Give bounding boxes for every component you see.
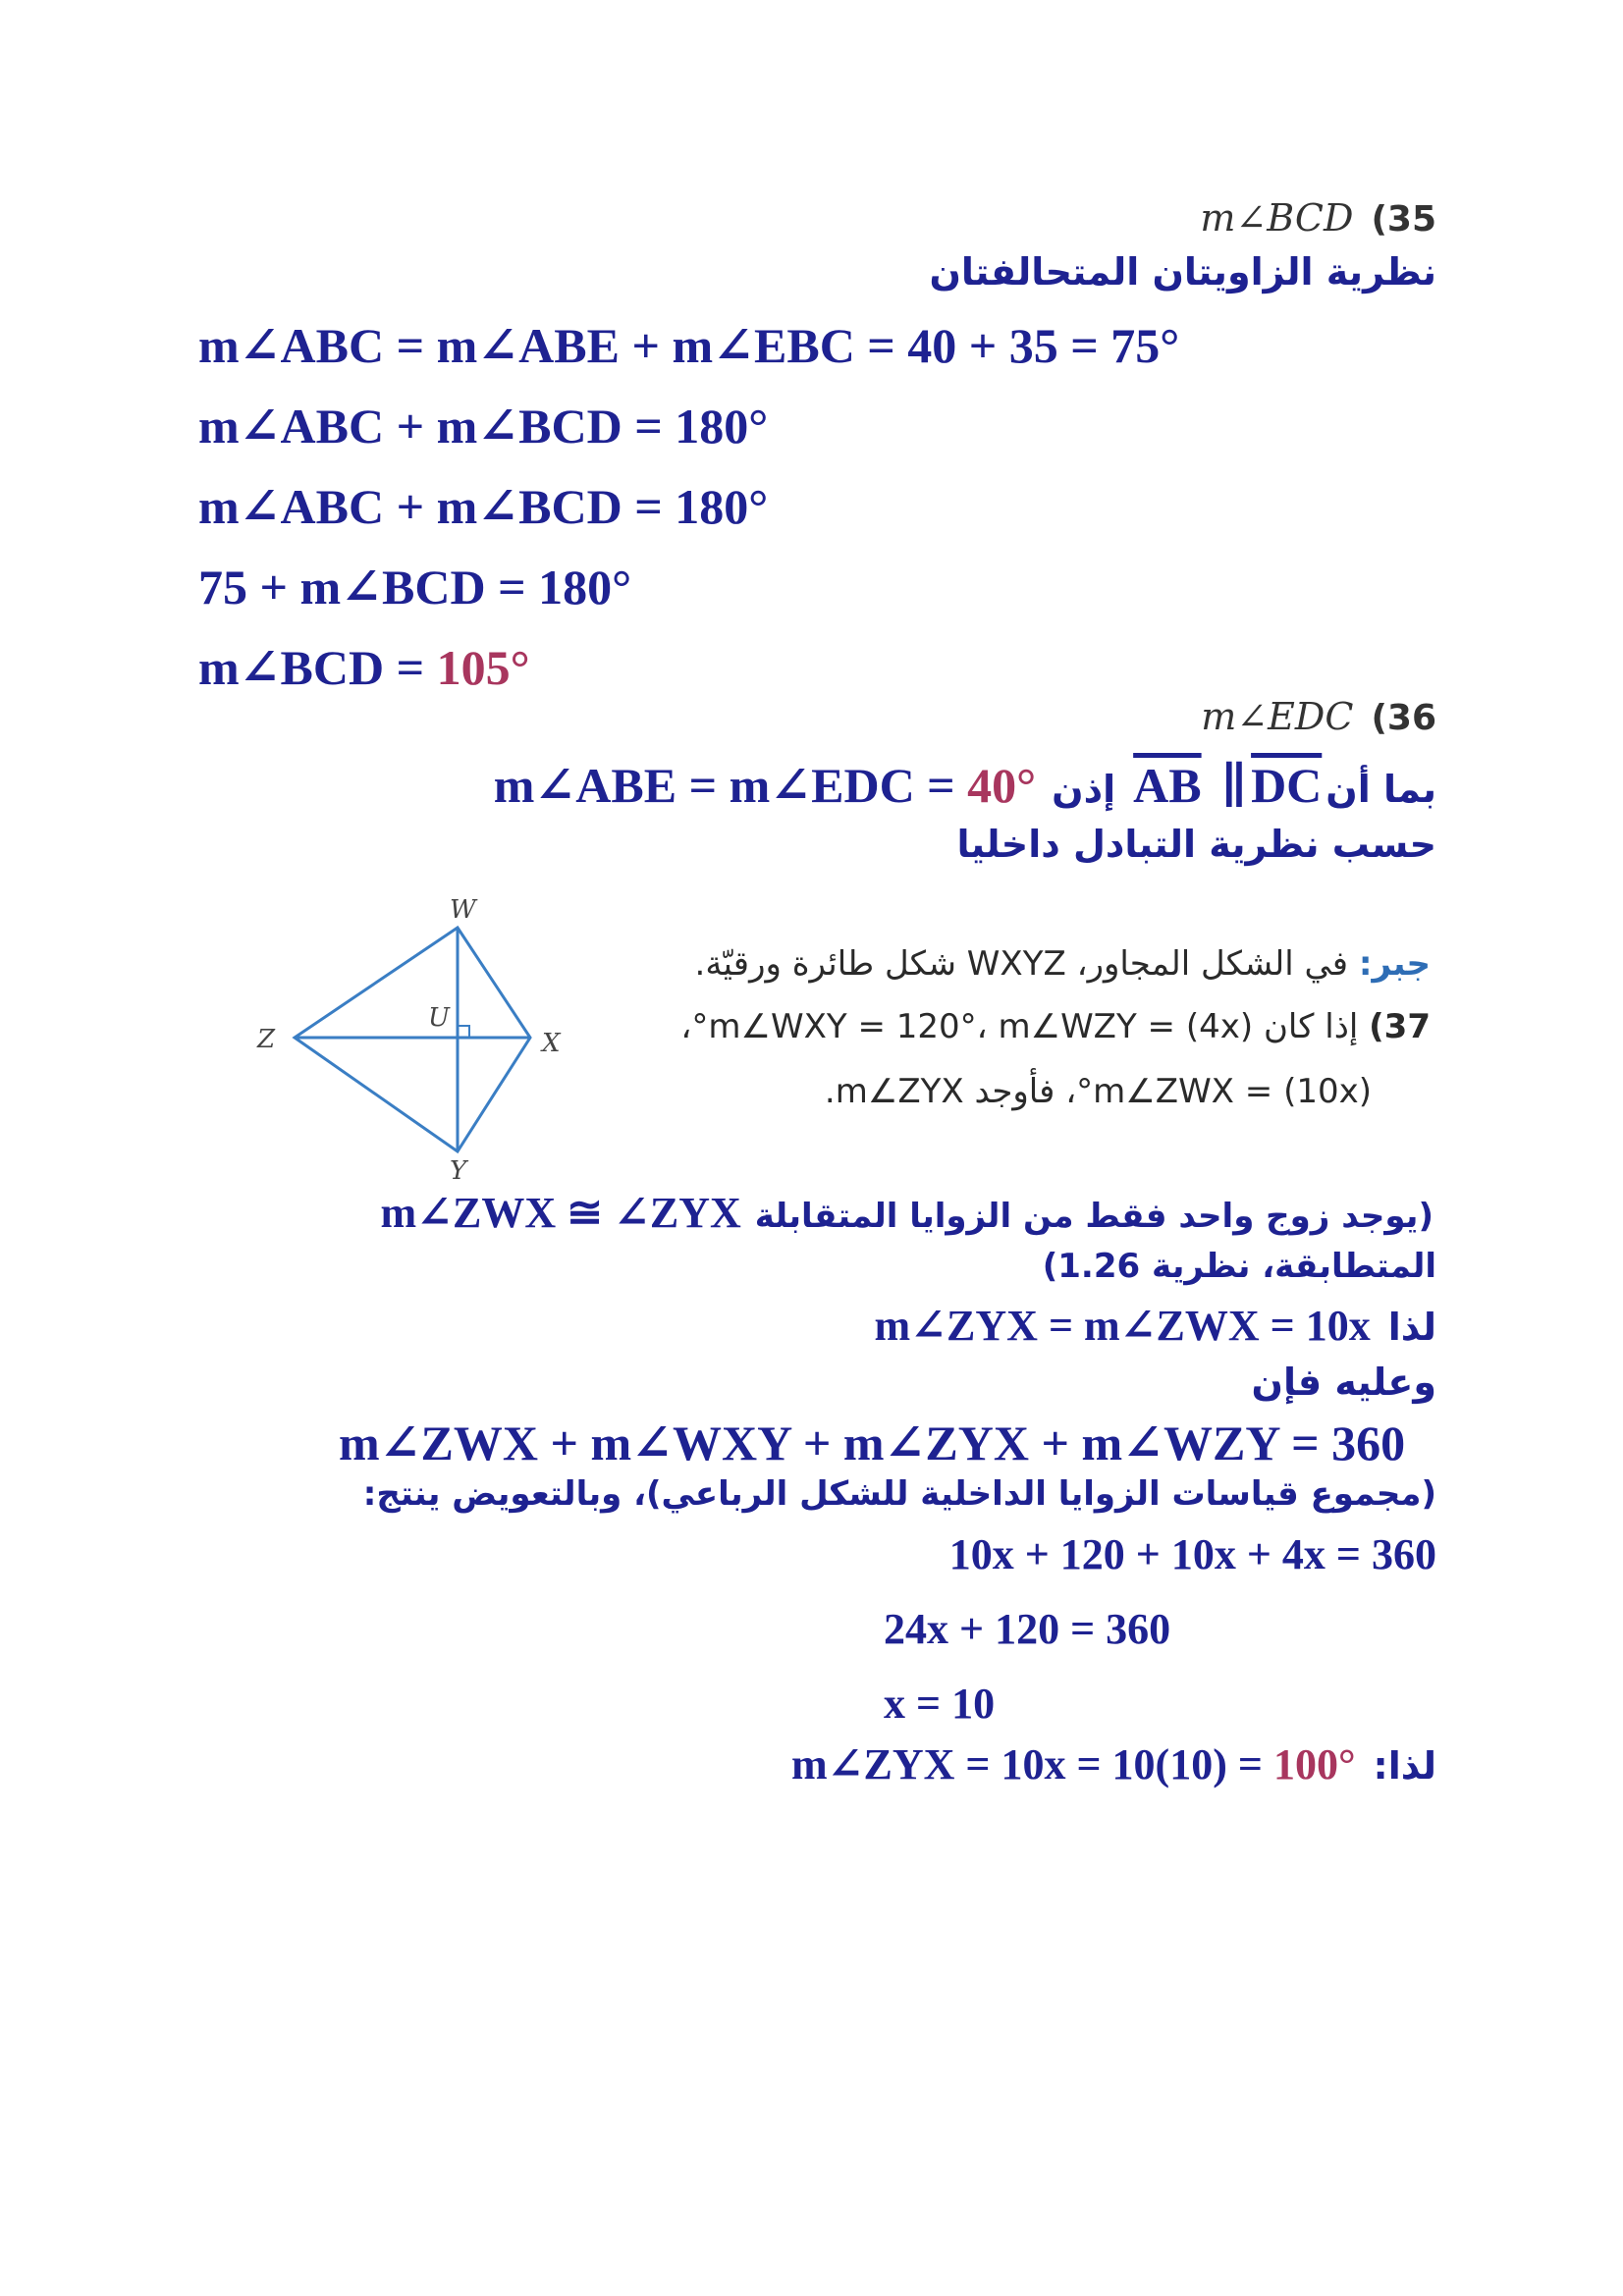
q35-line-4: 75 + m∠BCD = 180° [198,560,632,614]
q35-header [1200,196,1436,240]
q37-congruence-line [334,1188,1434,1238]
q37-so-label: لذا [1387,1306,1436,1349]
q37-sum-eq: m∠ZWX + m∠WXY + m∠ZYX + m∠WZY = 360 [339,1415,1406,1470]
q37-number: 37) [1369,1007,1431,1046]
label-w: W [450,895,476,925]
q35-line-2: m∠ABC + m∠BCD = 180° [198,399,769,454]
q37-final-value: 100° [1272,1740,1356,1789]
q37-so-line [875,1301,1436,1351]
q37-final-eq [791,1740,1356,1789]
q36-header [1201,695,1436,738]
q37-tag: جبر: [1358,944,1431,984]
q36-reason: حسب نظرية التبادل داخليا [956,823,1436,866]
q37-congruence-note-2: المتطابقة، نظرية 1.26) [1042,1247,1436,1286]
q35-final-lhs: m∠BCD = [198,640,437,695]
label-y: Y [450,1156,467,1183]
q37-final-label: لذا: [1373,1744,1436,1788]
q35-line-3: m∠ABC + m∠BCD = 180° [198,479,769,534]
q37-step-1: 10x + 120 + 10x + 4x = 360 [948,1530,1436,1578]
q36-then: إذن [1052,768,1116,811]
q35-number: (35 [1371,199,1436,240]
q35-heading: نظرية الزاويتان المتحالفتان [929,250,1436,294]
q36-eq-lhs: m∠ABE = m∠EDC = [493,758,968,813]
q37-statement-2: إذا كان m∠WXY = 120°، m∠WZY = (4x)°، [680,1007,1359,1046]
q35-final [198,638,530,696]
q37-statement-3: m∠ZWX = (10x)°، فأوجد m∠ZYX. [824,1072,1372,1111]
q37-congruence-note: (يوجد زوج واحد فقط من الزوايا المتقابلة [754,1197,1434,1236]
q36-parallel: ∥ [1220,758,1248,813]
q36-statement [486,756,1436,814]
q36-seg1: AB [1133,758,1202,813]
q36-number: (36 [1371,698,1436,738]
q37-step-2: 24x + 120 = 360 [884,1605,1171,1653]
kite-figure [236,888,589,1183]
q36-eq-value: 40° [967,758,1037,813]
q35-final-value: 105° [436,640,530,695]
q36-eq [494,758,1036,813]
q36-seg2: DC [1251,758,1323,813]
q37-final-line [791,1739,1436,1789]
q37-final-lhs: m∠ZYX = 10x = 10(10) = [790,1740,1273,1789]
q36-target: m∠EDC [1201,695,1354,738]
q37-congruence: m∠ZWX ≅ ∠ZYX [380,1189,741,1237]
q37-sum-note: (مجموع قياسات الزوايا الداخلية للشكل الرباعي)، وبالتعويض ينتج: [362,1474,1436,1514]
right-angle-mark [458,1026,469,1038]
label-z: Z [257,1025,276,1054]
label-x: X [542,1029,561,1058]
label-u: U [428,1003,450,1033]
q37-book-line-1 [695,944,1431,984]
q35-line-1: m∠ABC = m∠ABE + m∠EBC = 40 + 35 = 75° [198,318,1180,373]
q36-intro: بما أن [1325,768,1436,811]
q37-step-3: x = 10 [884,1680,996,1728]
kite-outline [295,928,530,1151]
q35-target: m∠BCD [1200,196,1354,240]
q37-book-line-2 [680,1007,1431,1046]
q37-statement-1: في الشكل المجاور، WXYZ شكل طائرة ورقيّة. [694,944,1349,984]
q37-so-eq: m∠ZYX = m∠ZWX = 10x [874,1302,1371,1350]
q37-therefore: وعليه فإن [1251,1361,1436,1404]
